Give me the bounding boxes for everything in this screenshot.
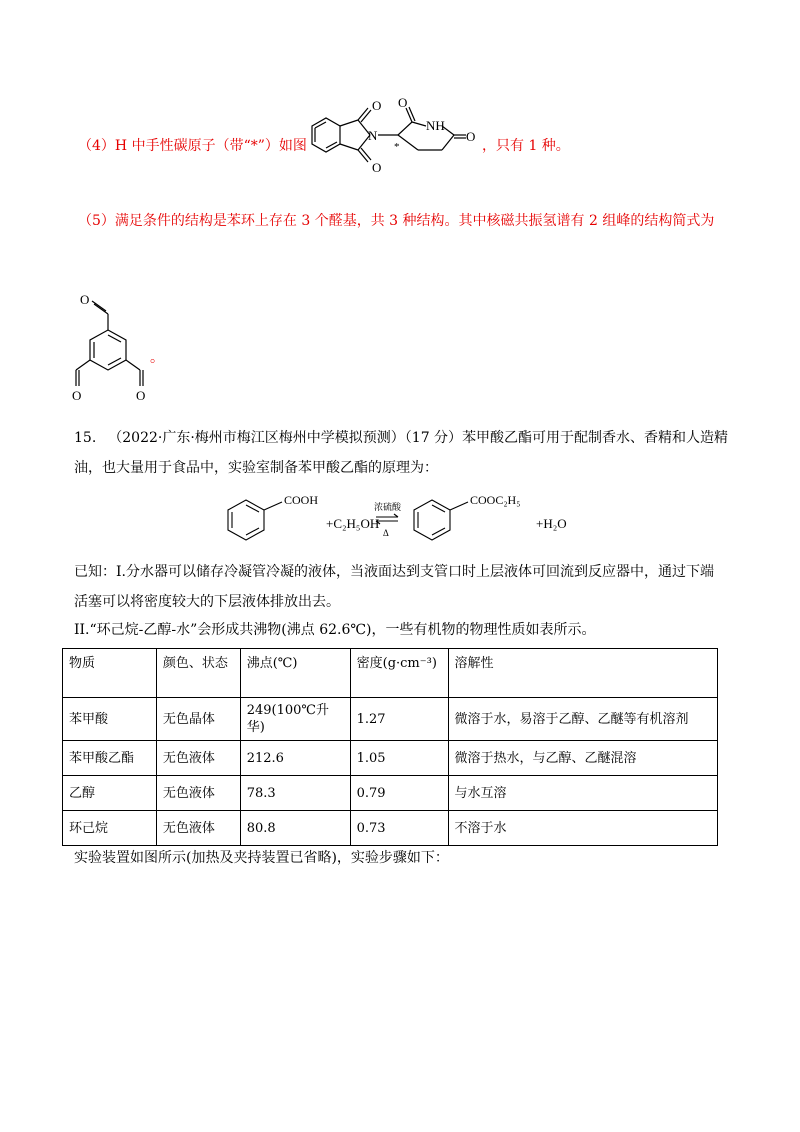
table-cell: 无色晶体: [156, 698, 240, 741]
h-label-o-top: O: [372, 98, 382, 113]
table-cell: 78.3: [240, 776, 350, 811]
table-header-cell: 颜色、状态: [156, 649, 240, 698]
product-water: +H₂O: [536, 516, 567, 531]
table-cell: 1.05: [350, 741, 448, 776]
h-label-n: N: [368, 128, 378, 143]
table-cell: 微溶于水，易溶于乙醇、乙醚等有机溶剂: [448, 698, 717, 741]
known-2: II.“环己烷-乙醇-水”会形成共沸物(沸点 62.6℃)，一些有机物的物理性质如表所示。: [74, 622, 596, 638]
chiral-star-label: *: [394, 141, 400, 153]
properties-table: [62, 648, 718, 846]
reactant-ethanol: +C₂H₅OH: [326, 516, 380, 531]
table-cell: 无色液体: [156, 741, 240, 776]
table-header-row: [63, 649, 718, 698]
trialdehyde-o-left: O: [72, 388, 82, 403]
h-label-nh: NH: [426, 118, 445, 133]
table-cell: 0.73: [350, 811, 448, 846]
part5-text: （5）满足条件的结构是苯环上存在 3 个醛基，共 3 种结构。其中核磁共振氢谱有 2 组峰的结构简式为: [78, 213, 715, 229]
table-cell: 微溶于热水，与乙醇、乙醚混溶: [448, 741, 717, 776]
table-cell: 1.27: [350, 698, 448, 741]
table-cell: 80.8: [240, 811, 350, 846]
trialdehyde-structure: [70, 290, 160, 408]
known-1-line2: 活塞可以将密度较大的下层液体排放出去。: [74, 594, 340, 610]
trialdehyde-o-top: O: [80, 292, 90, 307]
q15-header: [74, 428, 728, 448]
chiral-h-structure: [290, 92, 480, 184]
table-header-cell: 物质: [63, 649, 157, 698]
table-cell: 0.79: [350, 776, 448, 811]
table-row: [63, 776, 718, 811]
known-1-line1: 已知：I.分水器可以储存冷凝管冷凝的液体，当液面达到支管口时上层液体可回流到反应器中，通过下端: [74, 564, 714, 580]
table-row: [63, 741, 718, 776]
catalyst-label: 浓硫酸: [374, 502, 402, 512]
h-label-o-bottom: O: [372, 160, 382, 175]
table-header-cell: 沸点(℃): [240, 649, 350, 698]
h-label-o-left-top: O: [398, 95, 408, 110]
reactant-cooh: COOH: [284, 493, 319, 507]
table-cell: 苯甲酸乙酯: [63, 741, 157, 776]
q15-number: 15.: [74, 430, 97, 446]
heat-symbol: Δ: [383, 528, 389, 538]
h-label-o-right: O: [466, 129, 476, 144]
product-ester-group: COOC₂H₅: [470, 493, 521, 507]
table-header-cell: 密度(g·cm⁻³): [350, 649, 448, 698]
table-row: [63, 811, 718, 846]
table-row: [63, 698, 718, 741]
apparatus-text: 实验装置如图所示(加热及夹持装置已省略)，实验步骤如下：: [74, 850, 449, 866]
part4-text: （4）H 中手性碳原子（带“*”）如图: [78, 138, 307, 154]
table-cell: 无色液体: [156, 776, 240, 811]
q15-source: （2022·广东·梅州市梅江区梅州中学模拟预测）（17 分）: [108, 430, 463, 446]
table-header-cell: 溶解性: [448, 649, 717, 698]
esterification-reaction: [210, 484, 590, 550]
q15-intro-line2: 油，也大量用于食品中，实验室制备苯甲酸乙酯的原理为：: [74, 460, 438, 476]
table-cell: 不溶于水: [448, 811, 717, 846]
table-cell: 环己烷: [63, 811, 157, 846]
part4-suffix: ，只有 1 种。: [482, 138, 570, 154]
part5-suffix: 。: [150, 350, 164, 366]
table-cell: 212.6: [240, 741, 350, 776]
table-cell: 249(100℃升华): [240, 698, 350, 741]
table-cell: 乙醇: [63, 776, 157, 811]
table-cell: 与水互溶: [448, 776, 717, 811]
trialdehyde-o-right: O: [136, 388, 146, 403]
table-cell: 苯甲酸: [63, 698, 157, 741]
q15-intro-line1: 苯甲酸乙酯可用于配制香水、香精和人造精: [462, 430, 729, 446]
table-cell: 无色液体: [156, 811, 240, 846]
